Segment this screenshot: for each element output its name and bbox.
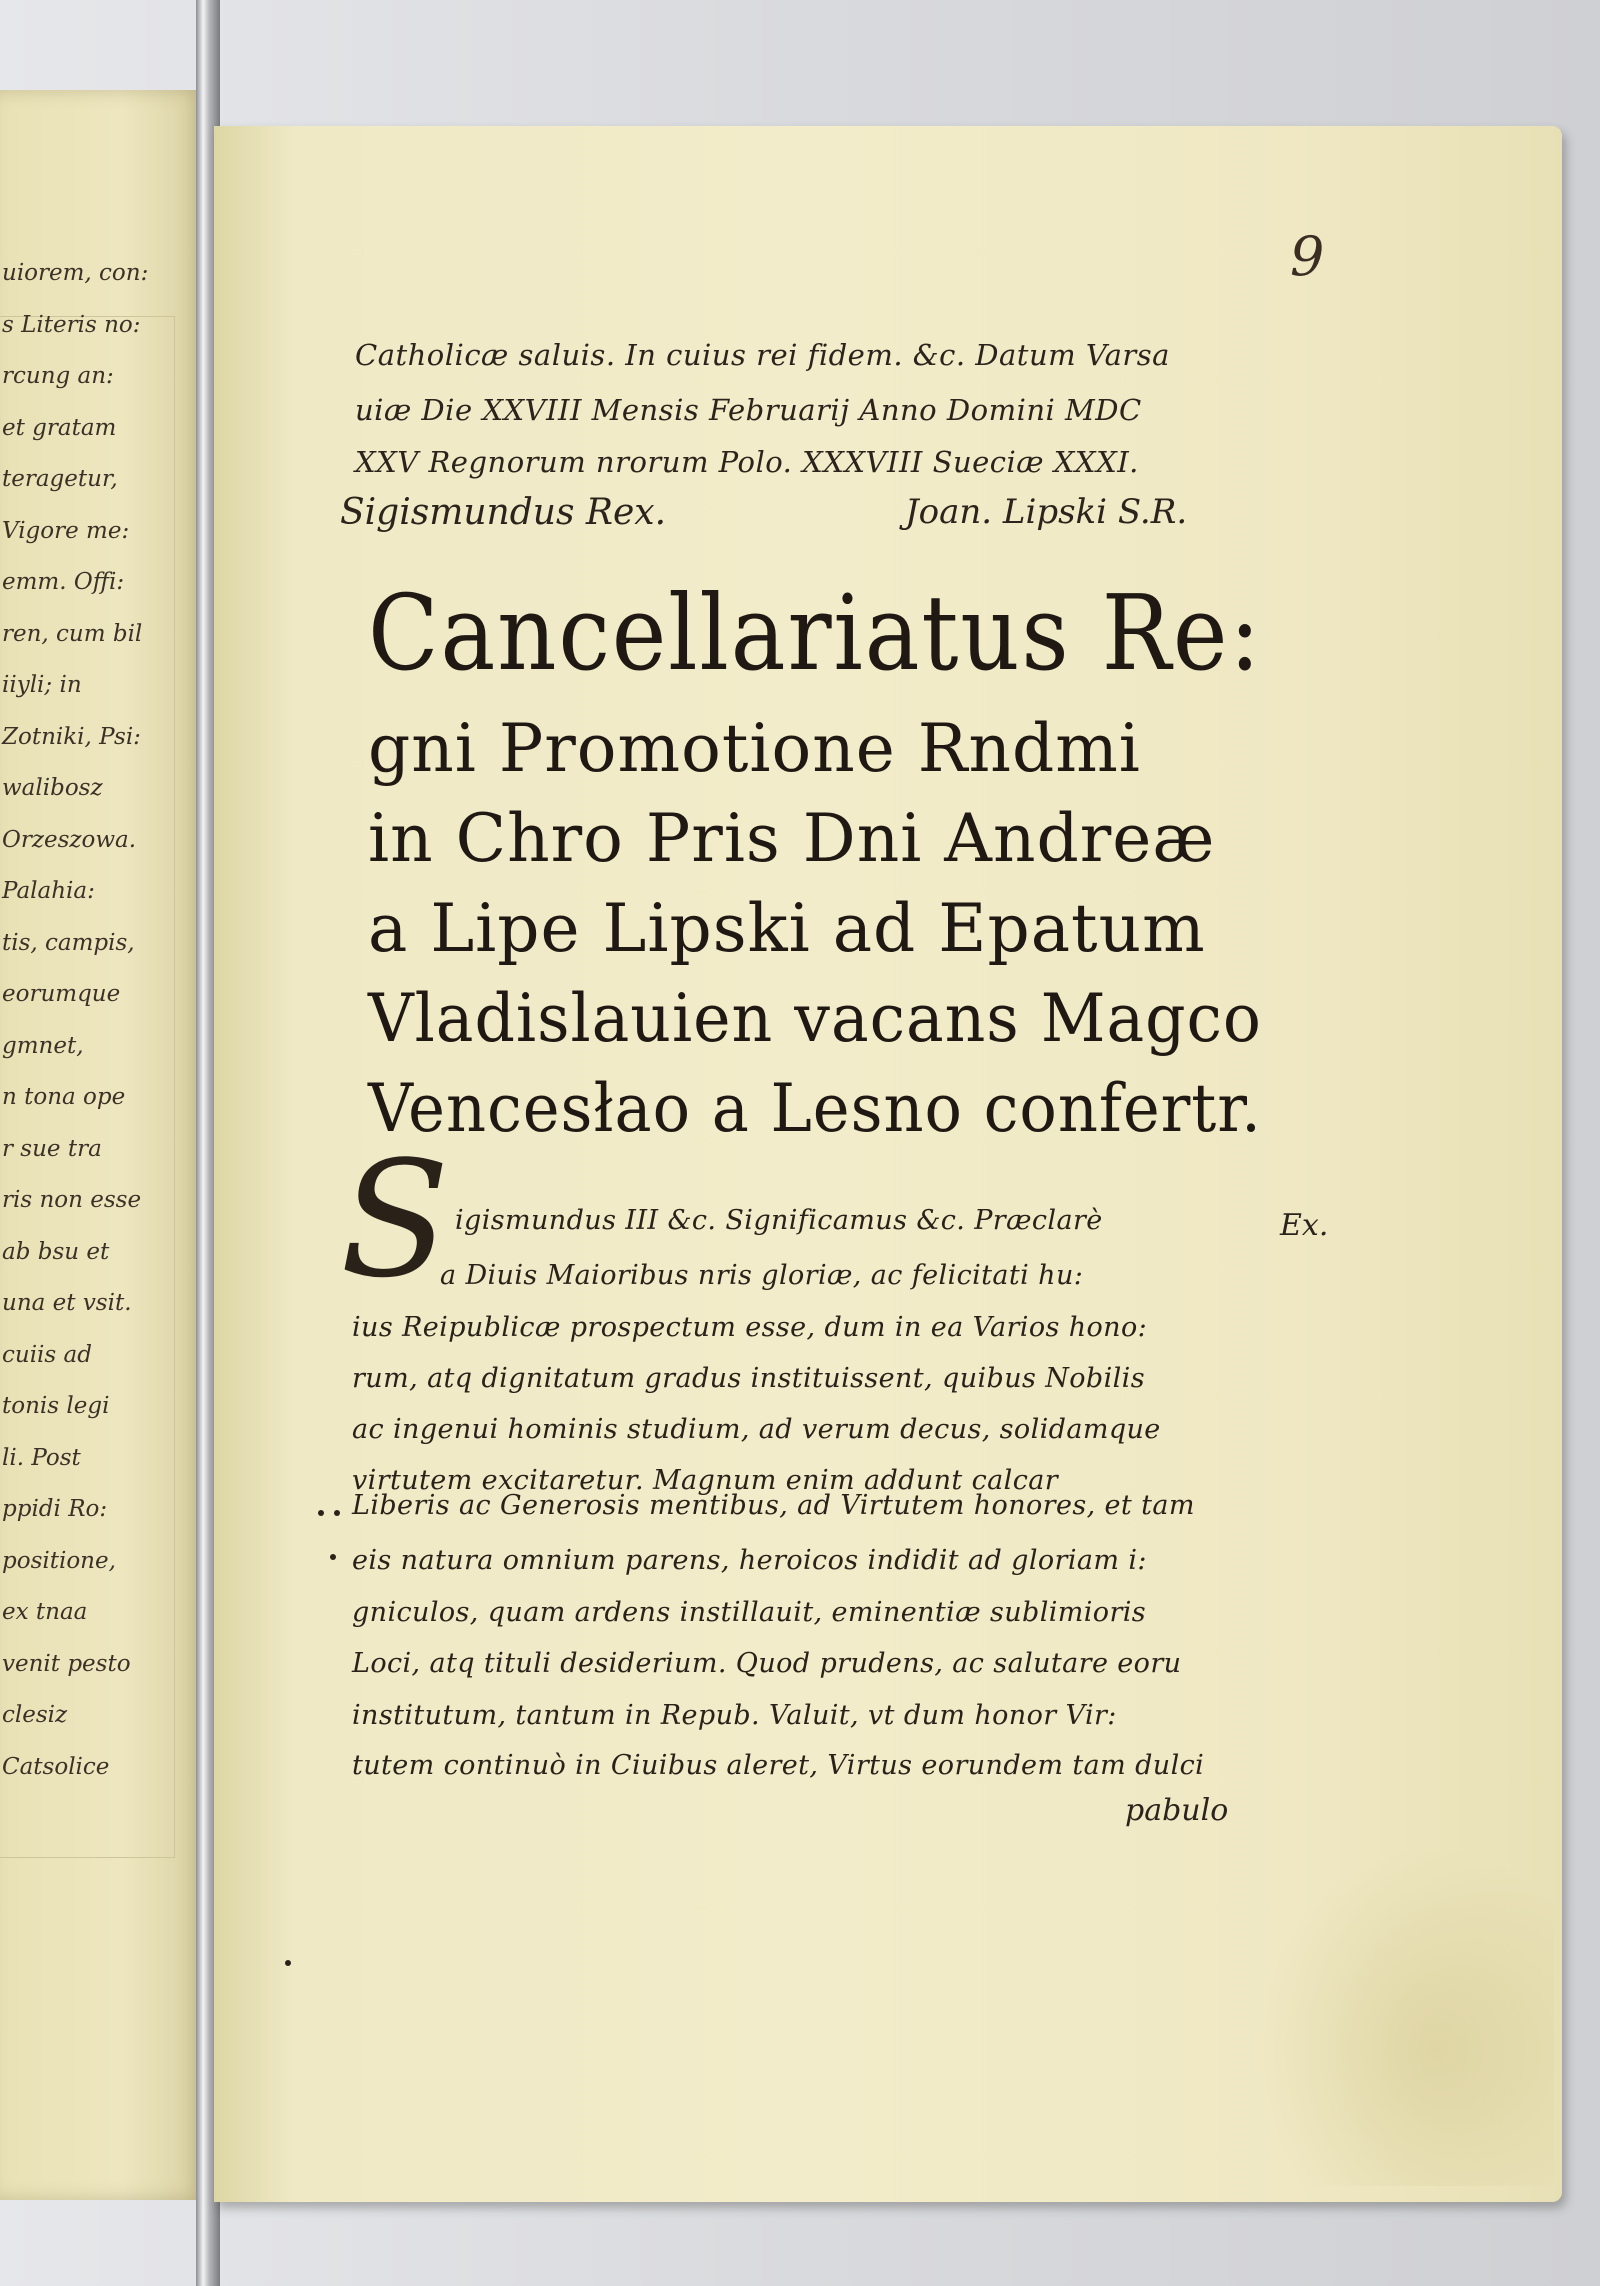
ink-dot [285, 1960, 291, 1966]
ink-dot [330, 1554, 336, 1560]
previous-page-line: Catsolice [2, 1753, 110, 1780]
previous-page-line: venit pesto [2, 1650, 131, 1677]
decorated-initial: S [340, 1126, 450, 1313]
secretary-signature: Joan. Lipski S.R. [905, 492, 1188, 532]
previous-page-line: s Literis no: [2, 311, 141, 338]
body-line-6: virtutem excitaretur. Magnum enim addunt calcar [352, 1465, 1059, 1496]
previous-page-line: li. Post [2, 1444, 81, 1471]
previous-page-line: iiyli; in [2, 672, 82, 698]
previous-page-line: ex tnaa [2, 1599, 88, 1625]
previous-page-line: r sue tra [2, 1135, 102, 1162]
previous-page-line: positione, [2, 1547, 116, 1574]
catchword: pabulo [1125, 1793, 1229, 1828]
previous-page-line: teragetur, [2, 466, 118, 492]
previous-page-line: ren, cum bil [2, 620, 143, 647]
previous-page-line: n tona ope [2, 1084, 126, 1110]
previous-page-line: walibosz [2, 775, 103, 801]
previous-page-line: ris non esse [2, 1187, 142, 1213]
heading-line-4: a Lipe Lipski ad Epatum [368, 890, 1206, 967]
body-line-12: tutem continuò in Ciuibus aleret, Virtus eorundem tam dulci [352, 1750, 1205, 1781]
previous-page-line: una et vsit. [2, 1290, 132, 1316]
royal-signature: Sigismundus Rex. [340, 492, 667, 533]
heading-line-3: in Chro Pris Dni Andreæ [368, 800, 1216, 877]
body-line-7: Liberis ac Generosis mentibus, ad Virtutem honores, et tam [352, 1490, 1195, 1521]
body-line-3: ius Reipublicæ prospectum esse, dum in ea Varios hono: [352, 1312, 1148, 1343]
previous-page-line: cuiis ad [2, 1341, 92, 1368]
previous-page-line: Vigore me: [2, 517, 130, 544]
previous-page-line: gmnet, [2, 1032, 84, 1059]
heading-line-5: Vladislauien vacans Magco [368, 980, 1262, 1057]
previous-page-line: Zotniki, Psi: [2, 723, 141, 750]
body-line-10: Loci, atq tituli desiderium. Quod prudens, ac salutare eoru [352, 1648, 1182, 1679]
body-line-1: igismundus III &c. Significamus &c. Præclarè [455, 1205, 1103, 1236]
previous-page-line: tis, campis, [2, 929, 135, 956]
body-line-5: ac ingenui hominis studium, ad verum decus, solidamque [352, 1414, 1161, 1445]
body-line-4: rum, atq dignitatum gradus instituissent, quibus Nobilis [352, 1363, 1145, 1394]
previous-page-line: uiorem, con: [2, 260, 149, 286]
previous-page-line: Orzeszowa. [2, 826, 137, 853]
ink-dot [334, 1510, 340, 1516]
previous-page-line: tonis legi [2, 1393, 110, 1419]
previous-page-line: ppidi Ro: [2, 1496, 108, 1522]
top-line-1: Catholicæ saluis. In cuius rei fidem. &c. Datum Varsa [355, 338, 1170, 372]
heading-line-1: Cancellariatus Re: [368, 572, 1263, 694]
body-line-8: eis natura omnium parens, heroicos indidit ad gloriam i: [352, 1545, 1147, 1576]
previous-page-edge [0, 90, 205, 2200]
previous-page-line: emm. Offi: [2, 569, 125, 595]
top-line-2: uiæ Die XXVIII Mensis Februarij Anno Domini MDC [355, 393, 1142, 427]
heading-line-6: Vencesłao a Lesno confertr. [368, 1070, 1262, 1147]
ink-dot [318, 1510, 324, 1516]
previous-page-line: rcung an: [2, 363, 114, 389]
body-line-9: gniculos, quam ardens instillauit, eminentiæ sublimioris [352, 1597, 1147, 1628]
marginal-note: Ex. [1280, 1208, 1329, 1243]
previous-page-line: et gratam [2, 414, 117, 441]
body-line-2: a Diuis Maioribus nris gloriæ, ac felicitati hu: [440, 1260, 1084, 1291]
paper-stain [1254, 1846, 1554, 2186]
top-line-3: XXV Regnorum nrorum Polo. XXXVIII Sueciæ XXXI. [355, 445, 1139, 479]
folio-number: 9 [1290, 225, 1325, 288]
body-line-11: institutum, tantum in Repub. Valuit, vt dum honor Vir: [352, 1700, 1117, 1731]
previous-page-line: clesiz [2, 1702, 68, 1728]
previous-page-line: eorumque [2, 981, 121, 1007]
previous-page-line: ab bsu et [2, 1238, 110, 1265]
heading-line-2: gni Promotione Rndmi [368, 710, 1141, 787]
previous-page-line: Palahia: [2, 878, 95, 904]
